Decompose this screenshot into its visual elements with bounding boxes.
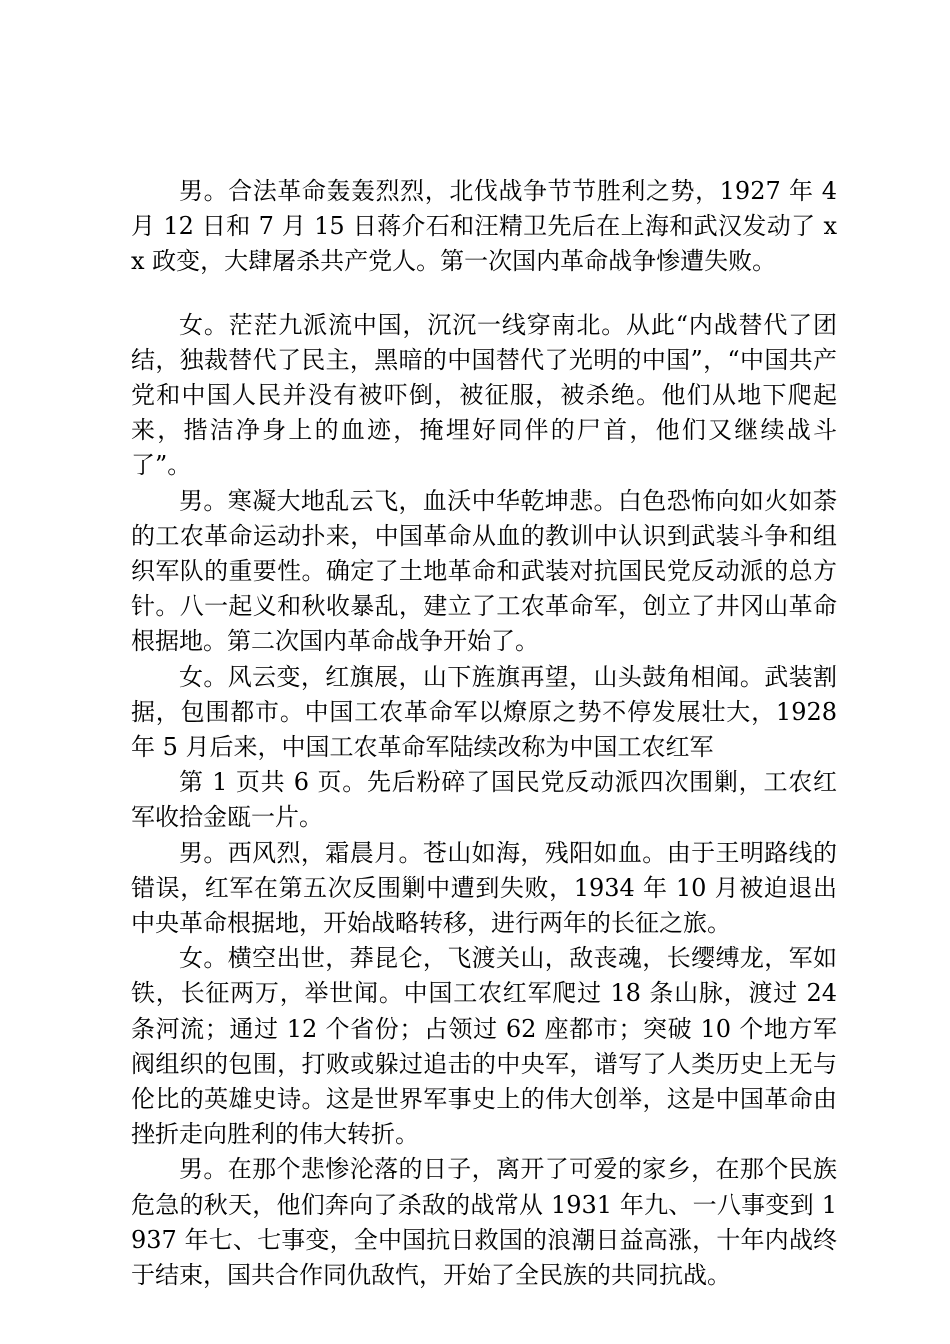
paragraph-1: 男。合法革命轰轰烈烈，北伐战争节节胜利之势，1927 年 4 月 12 日和 7 月 15 日蒋介石和汪精卫先后在上海和武汉发动了 xx 政变，大肆屠杀共产党人。第一次国内革命战争惨遭失败。	[131, 177, 837, 276]
paragraph-8: 男。在那个悲惨沦落的日子，离开了可爱的家乡，在那个民族危急的秋天，他们奔向了杀敌的战常从 1931 年九、一八事变到 1937 年七、七事变，全中国抗日救国的浪潮日益高涨，十年内战终于结束，国共合作同仇敌忾，开始了全民族的共同抗战。	[131, 1155, 837, 1290]
paragraph-2: 女。茫茫九派流中国，沉沉一线穿南北。从此“内战替代了团结，独裁替代了民主，黑暗的中国替代了光明的中国”，“中国共产党和中国人民并没有被吓倒，被征服，被杀绝。他们从地下爬起来，揩洁净身上的血迹，掩埋好同伴的尸首，他们又继续战斗了”。	[131, 310, 837, 480]
paragraph-3: 男。寒凝大地乱云飞，血沃中华乾坤悲。白色恐怖向如火如荼的工农革命运动扑来，中国革命从血的教训中认识到武装斗争和组织军队的重要性。确定了土地革命和武装对抗国民党反动派的总方针。八一起义和秋收暴乱，建立了工农革命军，创立了井冈山革命根据地。第二次国内革命战争开始了。	[131, 486, 837, 656]
paragraph-5-page-marker: 第 1 页共 6 页。先后粉碎了国民党反动派四次围剿，工农红军收拾金瓯一片。	[131, 768, 837, 832]
paragraph-7: 女。横空出世，莽昆仑，飞渡关山，敌丧魂，长缨缚龙，军如铁，长征两万，举世闻。中国工农红军爬过 18 条山脉，渡过 24 条河流；通过 12 个省份；占领过 62 座都市；突破 10 个地方军阀组织的包围，打败或躲过追击的中央军，谱写了人类历史上无与伦比的英雄史诗。这是世界军事史上的伟大创举，这是中国革命由挫折走向胜利的伟大转折。	[131, 944, 837, 1149]
paragraph-6: 男。西风烈，霜晨月。苍山如海，残阳如血。由于王明路线的错误，红军在第五次反围剿中遭到失败，1934 年 10 月被迫退出中央革命根据地，开始战略转移，进行两年的长征之旅。	[131, 838, 837, 938]
paragraph-4: 女。风云变，红旗展，山下旌旗再望，山头鼓角相闻。武装割据，包围都市。中国工农革命军以燎原之势不停发展壮大，1928 年 5 月后来，中国工农革命军陆续改称为中国工农红军	[131, 662, 837, 762]
document-body	[131, 174, 837, 1293]
